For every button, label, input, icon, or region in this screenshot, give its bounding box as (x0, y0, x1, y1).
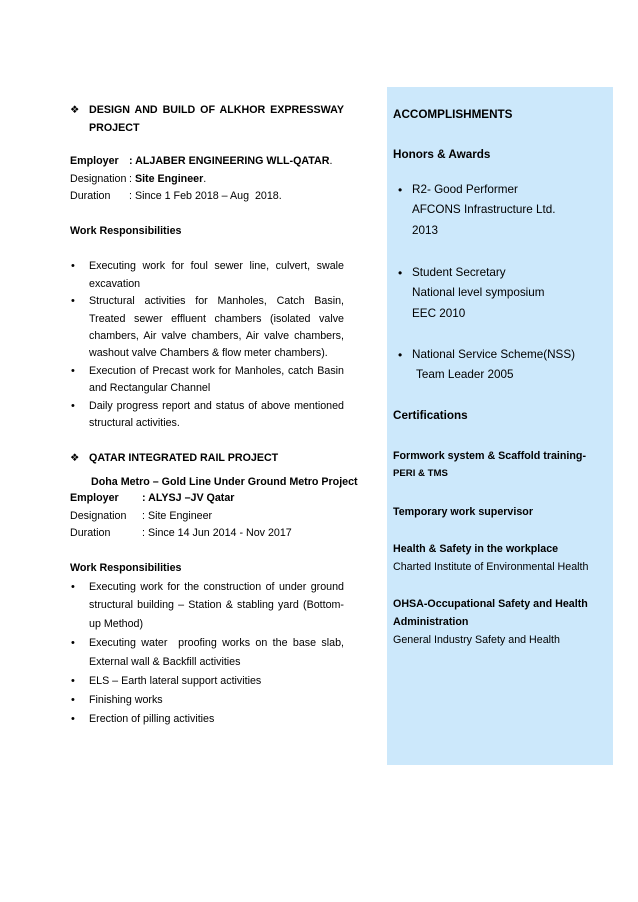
responsibilities-list (70, 578, 347, 729)
honor-line: National level symposium (412, 286, 545, 300)
project-title: QATAR INTEGRATED RAIL PROJECT (89, 452, 279, 464)
designation-separator: : (129, 172, 135, 185)
certification-item (393, 540, 610, 576)
designation-row (70, 171, 344, 189)
round-bullet-icon (71, 672, 75, 691)
certification-item (393, 503, 610, 521)
list-item (70, 363, 344, 398)
employer-label: Employer (70, 492, 119, 505)
honor-line: EEC 2010 (412, 307, 466, 321)
honor-line: Team Leader 2005 (416, 368, 514, 382)
round-bullet-icon (71, 398, 75, 415)
certification-item (393, 595, 610, 649)
list-item-text: Daily progress report and status of above mentioned structural activities. (89, 399, 344, 430)
certification-item (393, 447, 610, 483)
round-bullet-icon (71, 293, 75, 310)
list-item-text: Executing water proofing works on the base slab, External wall & Backfill activities (89, 637, 347, 669)
employer-row (70, 490, 344, 508)
duration-label: Duration (70, 527, 111, 540)
designation-value: Site Engineer (134, 172, 204, 185)
designation-row (70, 508, 344, 526)
designation-value: : Site Engineer (142, 509, 213, 522)
certification-subtitle: PERI & TMS (393, 468, 448, 479)
certification-title: Health & Safety in the workplace (393, 543, 559, 555)
project-heading (70, 449, 344, 467)
honor-line: Student Secretary (412, 265, 506, 279)
diamond-bullet-icon (70, 449, 79, 467)
designation-suffix: . (203, 172, 207, 185)
accomplishments-sidebar (387, 87, 613, 765)
honors-heading: Honors & Awards (393, 148, 491, 161)
list-item (70, 672, 344, 691)
honor-item (398, 180, 556, 242)
duration-value: : Since 14 Jun 2014 - Nov 2017 (142, 527, 292, 540)
certification-issuer: Charted Institute of Environmental Health (393, 561, 589, 573)
list-item (70, 398, 344, 433)
job-details (70, 490, 344, 543)
duration-row (70, 188, 344, 206)
list-item (70, 578, 344, 635)
duration-row (70, 525, 344, 543)
honor-item (398, 345, 575, 386)
list-item (70, 293, 344, 363)
round-bullet-icon (398, 263, 402, 284)
job-details (70, 153, 344, 206)
honor-line: 2013 (412, 224, 439, 237)
project-title: DESIGN AND BUILD OF ALKHOR EXPRESSWAY PROJECT (89, 104, 344, 134)
certification-title: Formwork system & Scaffold training- (393, 450, 587, 462)
responsibilities-heading: Work Responsibilities (70, 225, 182, 237)
list-item-text: Structural activities for Manholes, Catch Basin, Treated sewer effluent chambers (isolated valve chambers, Air valve chambers, Air valve chambers, washout valve Chambers & flow meter chambers). (89, 295, 344, 360)
round-bullet-icon (71, 691, 75, 710)
honor-line: AFCONS Infrastructure Ltd. (412, 203, 556, 217)
certification-title: Temporary work supervisor (393, 506, 533, 518)
diamond-bullet-icon (70, 101, 79, 119)
project-subtitle: Doha Metro – Gold Line Under Ground Metro Project (91, 476, 358, 488)
round-bullet-icon (71, 258, 75, 275)
round-bullet-icon (398, 180, 402, 201)
honor-line: R2- Good Performer (412, 182, 518, 196)
sidebar-heading: ACCOMPLISHMENTS (393, 108, 513, 121)
certification-title: OHSA-Occupational Safety and Health Administration (393, 598, 588, 628)
duration-label: Duration (70, 190, 111, 203)
designation-label: Designation (70, 172, 127, 185)
honor-line: National Service Scheme(NSS) (412, 347, 576, 361)
list-item (70, 634, 347, 672)
list-item (70, 258, 344, 293)
employer-suffix: . (329, 155, 333, 168)
list-item-text: Finishing works (89, 693, 163, 706)
designation-label: Designation (70, 509, 127, 522)
certification-issuer: General Industry Safety and Health (393, 634, 560, 646)
list-item-text: Erection of pilling activities (89, 712, 215, 725)
responsibilities-list (70, 258, 344, 432)
round-bullet-icon (398, 345, 402, 366)
round-bullet-icon (71, 710, 75, 729)
responsibilities-heading: Work Responsibilities (70, 562, 182, 574)
certifications-heading: Certifications (393, 409, 468, 422)
list-item-text: Executing work for the construction of under ground structural building – Station & stabling yard (Bottom-up Method) (89, 580, 344, 631)
employer-row (70, 153, 344, 171)
employer-value: : ALYSJ –JV Qatar (142, 492, 235, 505)
round-bullet-icon (71, 363, 75, 380)
honor-item (398, 263, 545, 325)
duration-value: : Since 1 Feb 2018 – Aug 2018. (129, 190, 282, 203)
list-item-text: Executing work for foul sewer line, culvert, swale excavation (89, 260, 344, 290)
project-heading (70, 101, 344, 137)
list-item-text: ELS – Earth lateral support activities (89, 674, 262, 687)
round-bullet-icon (71, 634, 75, 653)
round-bullet-icon (71, 578, 75, 597)
list-item (70, 691, 344, 710)
employer-label: Employer (70, 155, 119, 168)
list-item (70, 710, 344, 729)
list-item-text: Execution of Precast work for Manholes, catch Basin and Rectangular Channel (89, 364, 344, 395)
employer-value: : ALJABER ENGINEERING WLL-QATAR (129, 155, 330, 168)
